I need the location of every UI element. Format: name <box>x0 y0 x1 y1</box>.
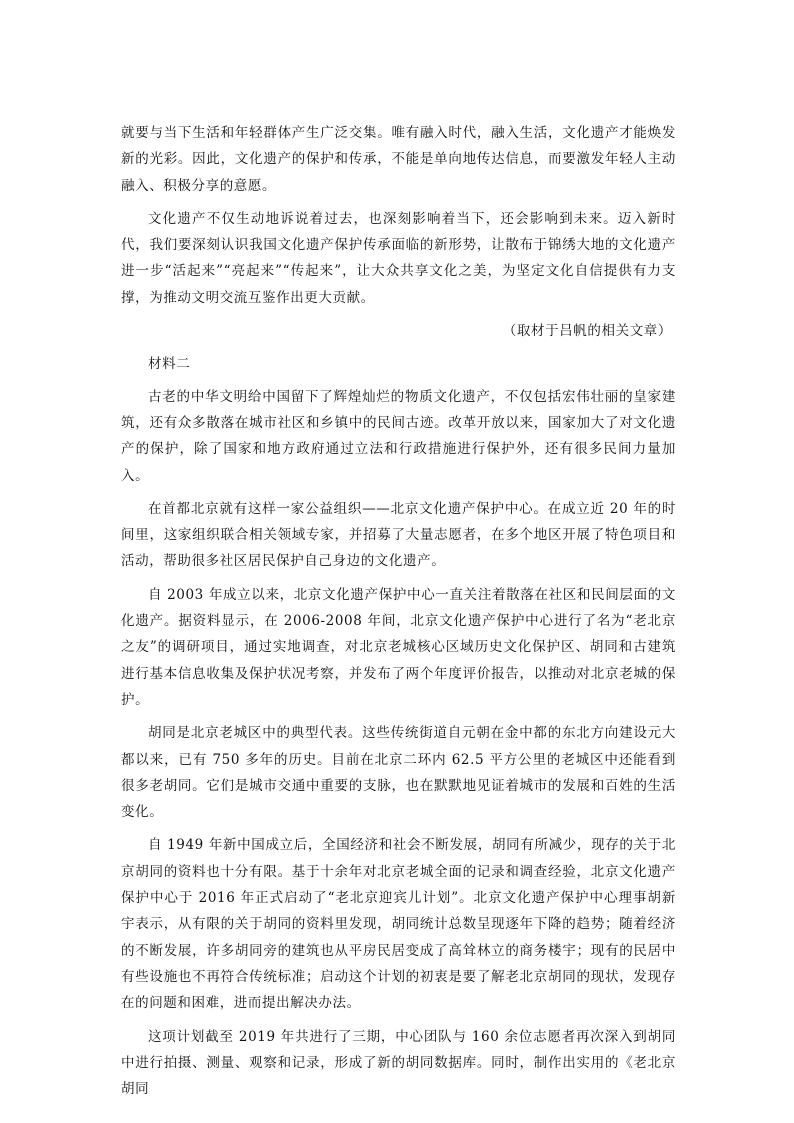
paragraph-continued: 就要与当下生活和年轻群体产生广泛交集。唯有融入时代，融入生活，文化遗产才能焕发新的光彩。因此，文化遗产的保护和传承，不能是单向地传达信息，而要激发年轻人主动融入、积极分享的意愿。 <box>121 125 676 194</box>
paragraph-beijing-center: 在首都北京就有这样一家公益组织——北京文化遗产保护中心。在成立近 20 年的时间里，这家组织联合相关领域专家，并招募了大量志愿者，在多个地区开展了特色项目和活动，帮助很多社区居民保护自己身边的文化遗产。 <box>121 500 676 570</box>
paragraph-heritage-future: 文化遗产不仅生动地诉说着过去，也深刻影响着当下，还会影响到未来。迈入新时代，我们要深刻认识我国文化遗产保护传承面临的新形势，让散布于锦绣大地的文化遗产进一步“活起来”“亮起来”“传起来”，让大众共享文化之美，为坚定文化自信提供有力支撑，为推动文明交流互鉴作出更大贡献。 <box>121 210 676 306</box>
paragraph-since-2003: 自 2003 年成立以来，北京文化遗产保护中心一直关注着散落在社区和民间层面的文化遗产。据资料显示，在 2006-2008 年间，北京文化遗产保护中心进行了名为“老北京之友”的调研项目，通过实地调查，对北京老城核心区域历史文化保护区、胡同和古建筑进行基本信息收集及保护状况考察，并发布了两个年度评价报告，以推动对北京老城的保护。 <box>121 586 676 708</box>
section-title-material-two: 材料二 <box>148 356 191 373</box>
source-citation: （取材于吕帆的相关文章） <box>502 323 672 340</box>
document-body <box>121 120 676 1109</box>
paragraph-chinese-civilization: 古老的中华文明给中国留下了辉煌灿烂的物质文化遗产，不仅包括宏伟壮丽的皇家建筑，还有众多散落在城市社区和乡镇中的民间古迹。改革开放以来，国家加大了对文化遗产的保护，除了国家和地方政府通过立法和行政措施进行保护外，还有很多民间力量加入。 <box>121 388 676 484</box>
paragraph-plan-phases: 这项计划截至 2019 年共进行了三期，中心团队与 160 余位志愿者再次深入到胡同中进行拍摄、测量、观察和记录，形成了新的胡同数据库。同时，制作出实用的《老北京胡同 <box>121 1028 676 1098</box>
paragraph-since-1949: 自 1949 年新中国成立后，全国经济和社会不断发展，胡同有所减少，现存的关于北京胡同的资料也十分有限。基于十余年对北京老城全面的记录和调查经验，北京文化遗产保护中心于 2016 年正式启动了“老北京迎宾儿计划”。北京文化遗产保护中心理事胡新宇表示，从有限的关于胡同的资料里发现，胡同统计总数呈现逐年下降的趋势；随着经济的不断发展，许多胡同旁的建筑也从平房民居变成了高耸林立的商务楼宇；现有的民居中有些设施也不再符合传统标准；启动这个计划的初衷是要了解老北京胡同的现状，发现存在的问题和困难，进而提出解决办法。 <box>121 837 676 1012</box>
paragraph-hutong: 胡同是北京老城区中的典型代表。这些传统街道自元朝在金中都的东北方向建设元大都以来，已有 750 多年的历史。目前在北京二环内 62.5 平方公里的老城区中还能看到很多老胡同。它们是城市交通中重要的支脉，也在默默地见证着城市的发展和百姓的生活变化。 <box>121 725 676 821</box>
